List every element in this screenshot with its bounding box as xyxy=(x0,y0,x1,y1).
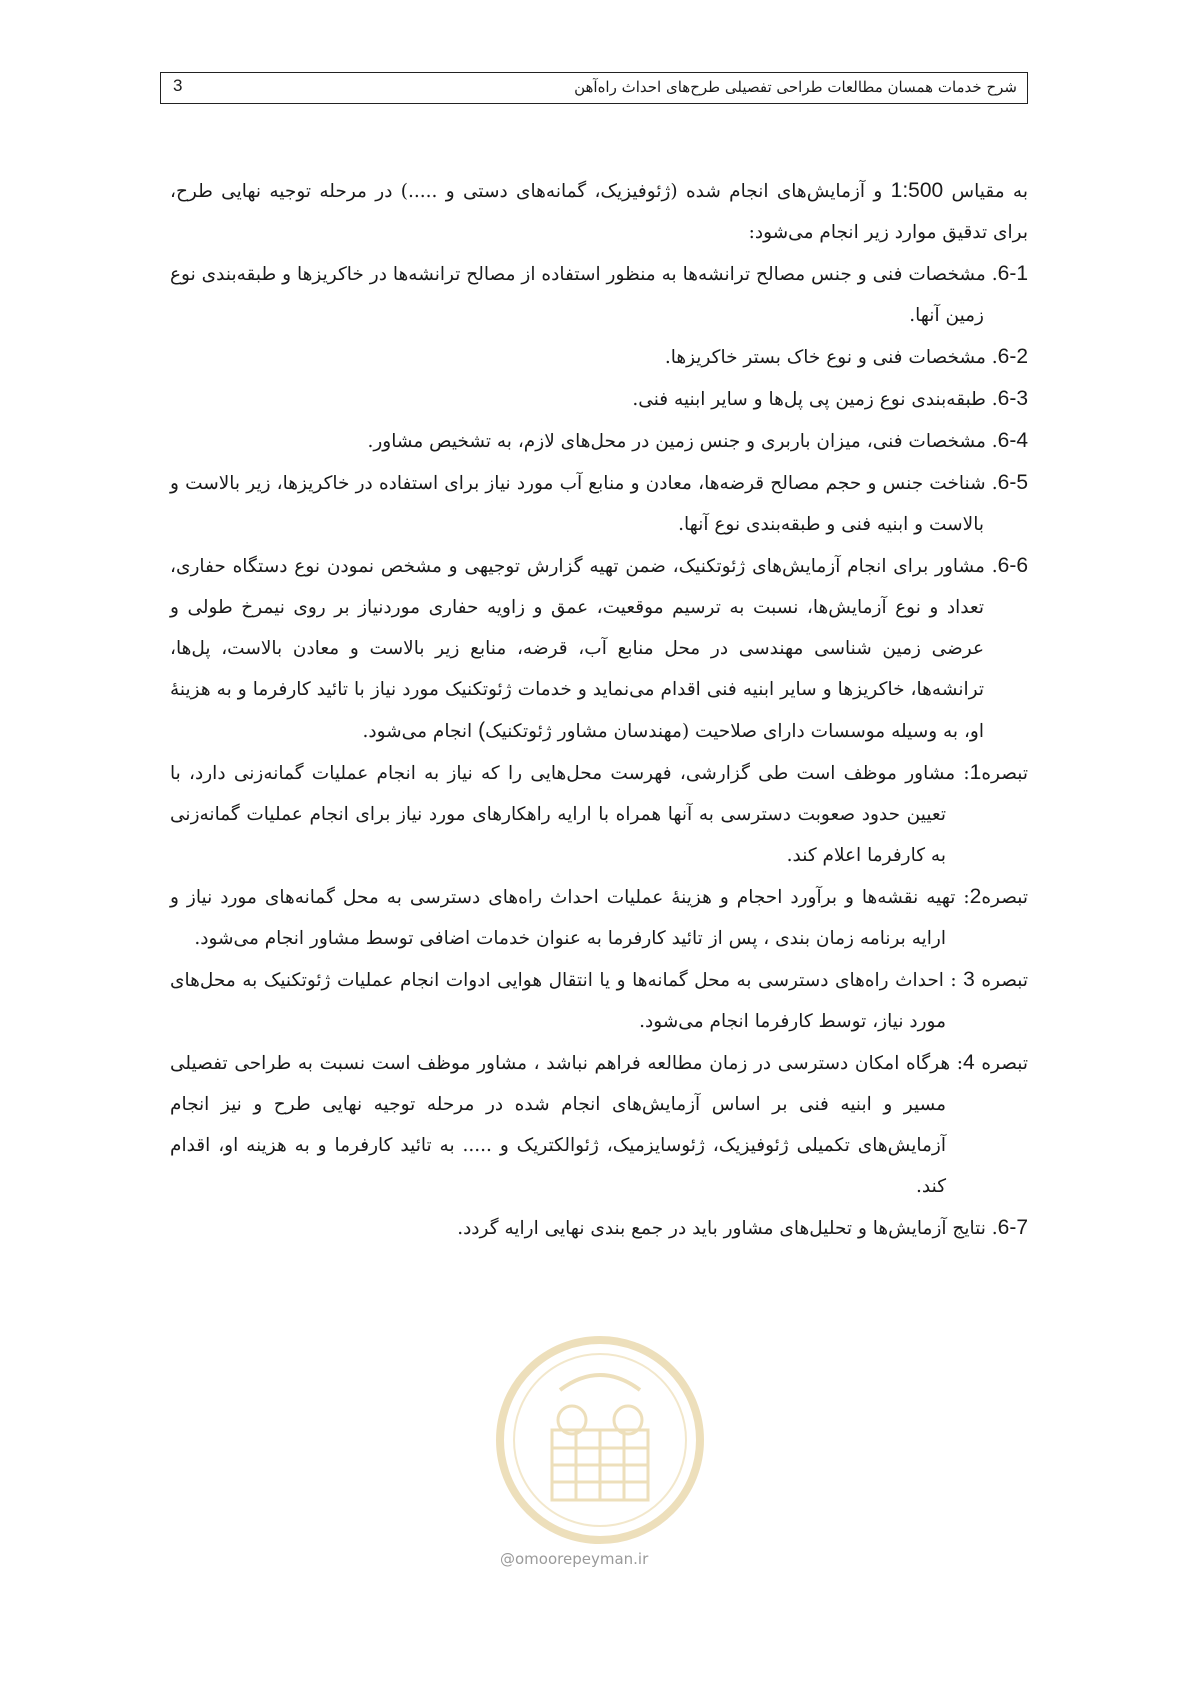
item-number: 6-1 xyxy=(997,262,1028,285)
page-number: 3 xyxy=(173,76,183,95)
item-number: 6-7 xyxy=(997,1216,1028,1239)
watermark-logo xyxy=(490,1330,710,1550)
list-item-final: 6-7. نتایج آزمایش‌ها و تحلیل‌های مشاور باید در جمع بندی نهایی ارایه گردد. xyxy=(457,1216,1028,1239)
item-number: 6-3 xyxy=(997,387,1028,410)
note-text: مشاور موظف است طی گزارشی، فهرست محل‌هایی را که نیاز به انجام عملیات گمانه‌زنی دارد، با تعیین حدود صعوبت دسترسی به آنها همراه با ارایه راهکارهای مورد نیاز برای انجام عملیات گمانه‌زنی به کارفرما اعلام کند. xyxy=(170,763,956,866)
item-text: شناخت جنس و حجم مصالح قرضه‌ها، معادن و منابع آب مورد نیاز برای استفاده در خاکریزها، زیر بالاست و بالاست و ابنیه فنی و طبقه‌بندی نوع آنها. xyxy=(170,473,986,535)
list-item: 6-2. مشخصات فنی و نوع خاک بستر خاکریزها. xyxy=(664,345,1028,368)
document-title: شرح خدمات همسان مطالعات طراحی تفصیلی طرح‌های احداث راه‌آهن xyxy=(574,78,1017,96)
item-text: مشخصات فنی و جنس مصالح ترانشه‌ها به منظور استفاده از مصالح ترانشه‌ها در خاکریزها و طبقه‌بندی نوع زمین آنها. xyxy=(170,264,986,326)
item-number: 6-5 xyxy=(997,471,1028,494)
item-number: 6-6 xyxy=(997,554,1028,577)
list-item: 6-3. طبقه‌بندی نوع زمین پی پل‌ها و سایر ابنیه فنی. xyxy=(632,387,1028,410)
note-text: هرگاه امکان دسترسی در زمان مطالعه فراهم نباشد ، مشاور موظف است نسبت به طراحی تفصیلی مسیر و ابنیه فنی بر اساس آزمایش‌های انجام شده در مرحله توجیه نهایی طرح و نیز انجام آزمایش‌های تکمیلی ژئوفیزیک، ژئوسایزمیک، ژئوالکتریک و ..... به تائید کارفرما و به هزینه او، اقدام کند. xyxy=(170,1053,951,1197)
list-item: 6-1. مشخصات فنی و جنس مصالح ترانشه‌ها به منظور استفاده از مصالح ترانشه‌ها در خاکریزها و طبقه‌بندی نوع زمین آنها. xyxy=(170,262,1028,326)
page-header xyxy=(160,72,1028,104)
item-text: نتایج آزمایش‌ها و تحلیل‌های مشاور باید در جمع بندی نهایی ارایه گردد. xyxy=(457,1218,986,1239)
item-text: طبقه‌بندی نوع زمین پی پل‌ها و سایر ابنیه فنی. xyxy=(632,389,986,410)
list-item: 6-4. مشخصات فنی، میزان باربری و جنس زمین در محل‌های لازم، به تشخیص مشاور. xyxy=(367,429,1028,452)
item-text: مشخصات فنی، میزان باربری و جنس زمین در محل‌های لازم، به تشخیص مشاور. xyxy=(367,431,986,452)
list-item: 6-6. مشاور برای انجام آزمایش‌های ژئوتکنیک، ضمن تهیه گزارش توجیهی و مشخص نمودن نوع دستگاه حفاری، تعداد و نوع آزمایش‌ها، نسبت به ترسیم موقعیت، عمق و زاویه حفاری موردنیاز بر روی نیمرخ طولی و عرضی زمین شناسی مهندسی در محل منابع آب، قرضه، منابع زیر بالاست و معادن بالاست، پل‌ها، ترانشه‌ها، خاکریزها و سایر ابنیه فنی اقدام می‌نماید و خدمات ژئوتکنیک مورد نیاز با تائید کارفرما و به هزینهٔ او، به وسیله موسسات دارای صلاحیت (مهندسان مشاور ژئوتکنیک) انجام می‌شود. xyxy=(170,554,1028,742)
note-1: تبصره1: مشاور موظف است طی گزارشی، فهرست محل‌هایی را که نیاز به انجام عملیات گمانه‌زنی دارد، با تعیین حدود صعوبت دسترسی به آنها همراه با ارایه راهکارهای مورد نیاز برای انجام عملیات گمانه‌زنی به کارفرما اعلام کند. xyxy=(170,761,1028,866)
item-number: 6-4 xyxy=(997,429,1028,452)
note-4: تبصره 4: هرگاه امکان دسترسی در زمان مطالعه فراهم نباشد ، مشاور موظف است نسبت به طراحی تفصیلی مسیر و ابنیه فنی بر اساس آزمایش‌های انجام شده در مرحله توجیه نهایی طرح و نیز انجام آزمایش‌های تکمیلی ژئوفیزیک، ژئوسایزمیک، ژئوالکتریک و ..... به تائید کارفرما و به هزینه او، اقدام کند. xyxy=(170,1051,1028,1197)
list-item: 6-5. شناخت جنس و حجم مصالح قرضه‌ها، معادن و منابع آب مورد نیاز برای استفاده در خاکریزها، زیر بالاست و بالاست و ابنیه فنی و طبقه‌بندی نوع آنها. xyxy=(170,471,1028,535)
document-body xyxy=(170,170,1028,1249)
scale-value: 1:500 xyxy=(890,179,944,202)
item-number: 6-2 xyxy=(997,345,1028,368)
item-text: مشاور برای انجام آزمایش‌های ژئوتکنیک، ضمن تهیه گزارش توجیهی و مشخص نمودن نوع دستگاه حفاری، تعداد و نوع آزمایش‌ها، نسبت به ترسیم موقعیت، عمق و زاویه حفاری موردنیاز بر روی نیمرخ طولی و عرضی زمین شناسی مهندسی در محل منابع آب، قرضه، منابع زیر بالاست و معادن بالاست، پل‌ها، ترانشه‌ها، خاکریزها و سایر ابنیه فنی اقدام می‌نماید و خدمات ژئوتکنیک مورد نیاز با تائید کارفرما و به هزینهٔ او، به وسیله موسسات دارای صلاحیت (مهندسان مشاور ژئوتکنیک xyxy=(170,556,985,742)
note-2: تبصره2: تهیه نقشه‌ها و برآورد احجام و هزینهٔ عملیات احداث راه‌های دسترسی به محل گمانه‌های مورد نیاز و ارایه برنامه زمان بندی ، پس از تائید کارفرما به عنوان خدمات اضافی توسط مشاور انجام می‌شود. xyxy=(170,885,1028,949)
watermark-site: @omoorepeyman.ir xyxy=(500,1550,649,1568)
item-text: مشخصات فنی و نوع خاک بستر خاکریزها. xyxy=(664,347,986,368)
note-3: تبصره 3 : احداث راه‌های دسترسی به محل گمانه‌ها و یا انتقال هوایی ادوات انجام عملیات ژئوتکنیک به محل‌های مورد نیاز، توسط کارفرما انجام می‌شود. xyxy=(170,968,1028,1032)
intro-paragraph: به مقیاس 1:500 و آزمایش‌های انجام شده (ژئوفیزیک، گمانه‌های دستی و .....) در مرحله توجیه نهایی طرح، برای تدقیق موارد زیر انجام می‌شود: xyxy=(170,179,1028,243)
note-text: احداث راه‌های دسترسی به محل گمانه‌ها و یا انتقال هوایی ادوات انجام عملیات ژئوتکنیک به محل‌های مورد نیاز، توسط کارفرما انجام می‌شود. xyxy=(170,970,946,1032)
note-text: تهیه نقشه‌ها و برآورد احجام و هزینهٔ عملیات احداث راه‌های دسترسی به محل گمانه‌های مورد نیاز و ارایه برنامه زمان بندی ، پس از تائید کارفرما به عنوان خدمات اضافی توسط مشاور انجام می‌شود. xyxy=(170,887,956,949)
